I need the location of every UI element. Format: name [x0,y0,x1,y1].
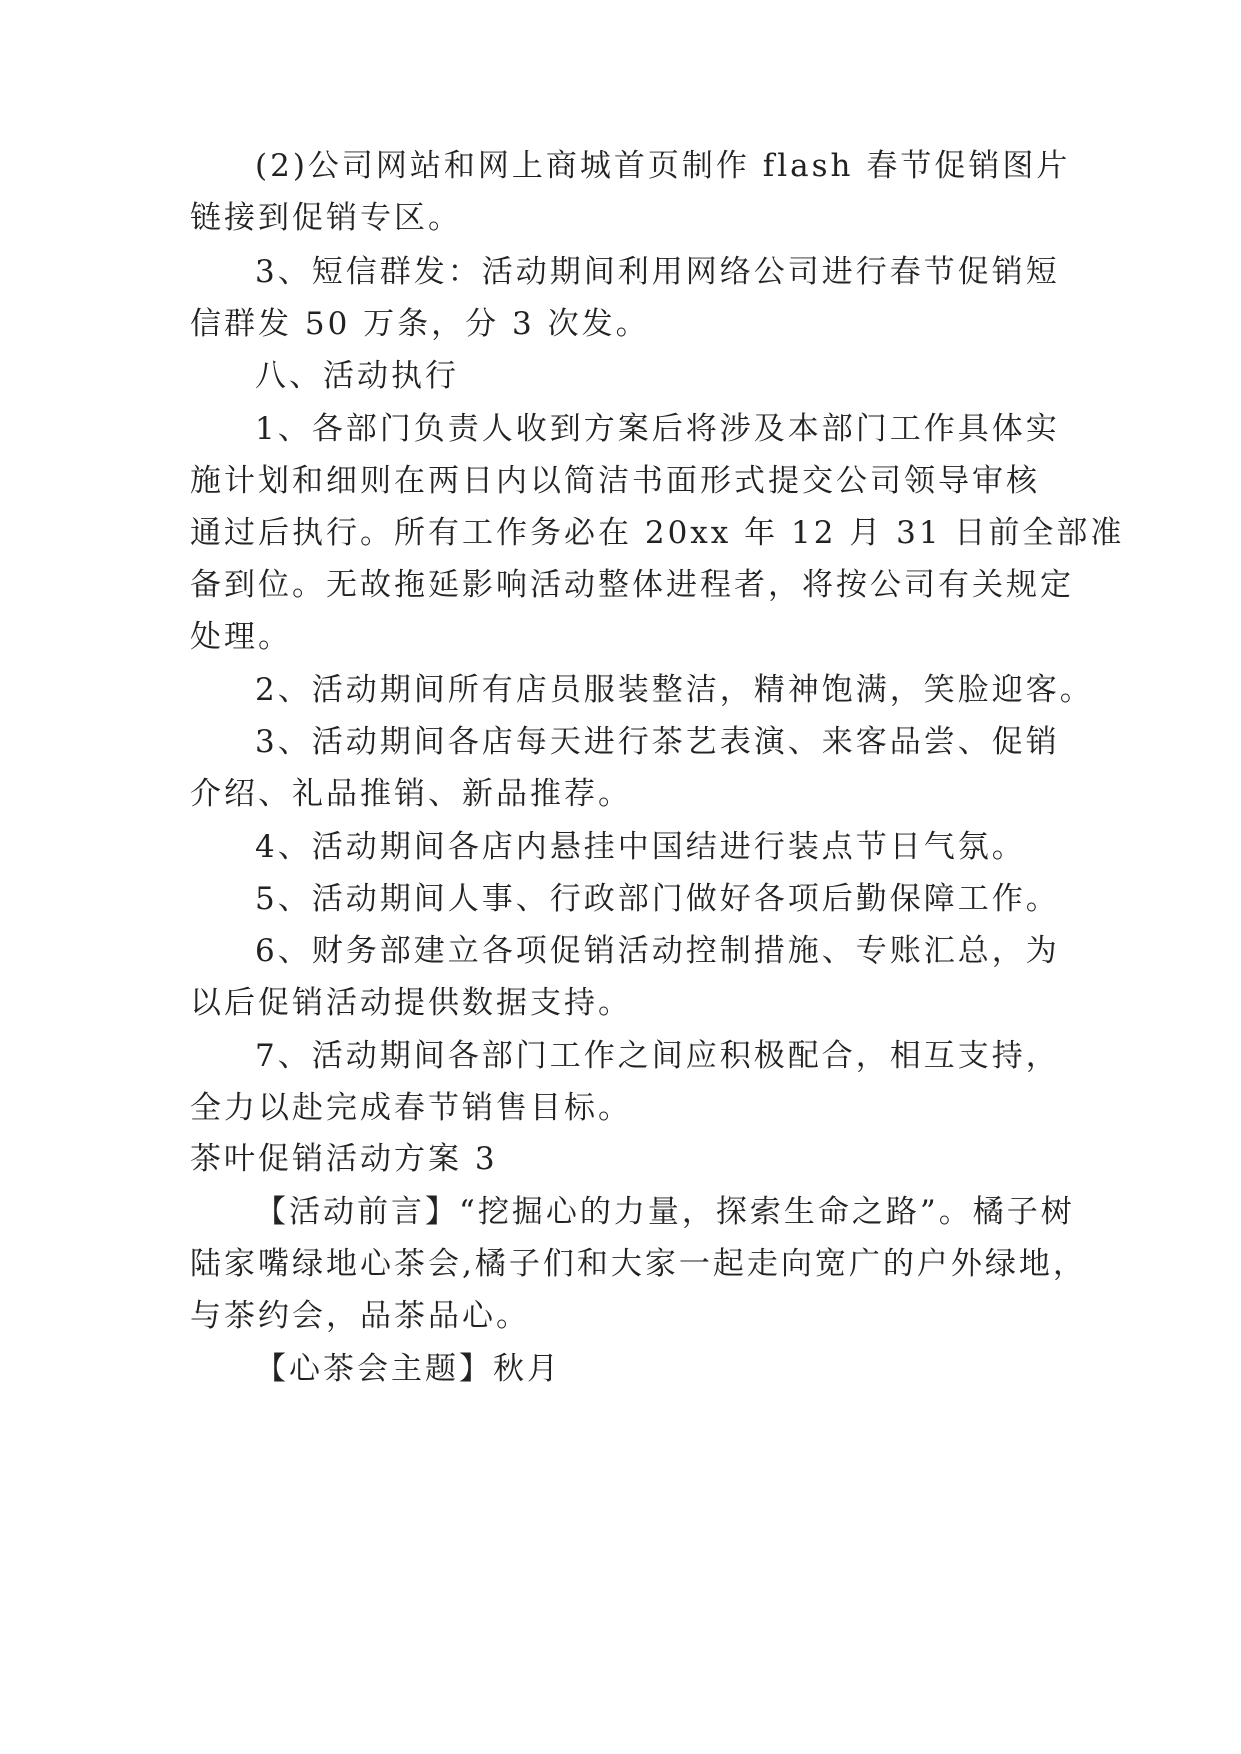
paragraph-line: 信群发 50 万条，分 3 次发。 [190,306,650,342]
paragraph-line: 施计划和细则在两日内以简洁书面形式提交公司领导审核 [190,463,1040,499]
paragraph-line: 7、活动期间各部门工作之间应积极配合，相互支持， [255,1038,1060,1074]
paragraph-line: 以后促销活动提供数据支持。 [190,985,632,1021]
document-title: 茶叶促销活动方案 3 [190,1141,498,1177]
paragraph-line: 2、活动期间所有店员服装整洁，精神饱满，笑脸迎客。 [255,672,1094,708]
paragraph-line: 【活动前言】“挖掘心的力量，探索生命之路”。橘子树 [255,1194,1075,1230]
paragraph-line: 陆家嘴绿地心茶会,橘子们和大家一起走向宽广的户外绿地， [190,1246,1087,1282]
paragraph-line: 5、活动期间人事、行政部门做好各项后勤保障工作。 [255,881,1060,917]
paragraph-line: 3、活动期间各店每天进行茶艺表演、来客品尝、促销 [255,724,1060,760]
paragraph-line: 【心茶会主题】秋月 [255,1351,561,1387]
paragraph-line: 处理。 [190,619,292,655]
paragraph-line: 全力以赴完成春节销售目标。 [190,1090,632,1126]
paragraph-line: 6、财务部建立各项促销活动控制措施、专账汇总，为 [255,933,1060,969]
section-heading: 八、活动执行 [255,358,459,394]
paragraph-line: 链接到促销专区。 [190,200,462,236]
paragraph-line: 4、活动期间各店内悬挂中国结进行装点节日气氛。 [255,829,1026,865]
paragraph-line: 介绍、礼品推销、新品推荐。 [190,776,632,812]
paragraph-line: 3、短信群发：活动期间利用网络公司进行春节促销短 [255,254,1060,290]
paragraph-line: 1、各部门负责人收到方案后将涉及本部门工作具体实 [255,411,1060,447]
paragraph-line: 备到位。无故拖延影响活动整体进程者，将按公司有关规定 [190,567,1074,603]
paragraph-line: (2)公司网站和网上商城首页制作 flash 春节促销图片 [255,148,1071,184]
paragraph-line: 与茶约会，品茶品心。 [190,1298,530,1334]
paragraph-line: 通过后执行。所有工作务必在 20xx 年 12 月 31 日前全部准 [190,515,1125,551]
